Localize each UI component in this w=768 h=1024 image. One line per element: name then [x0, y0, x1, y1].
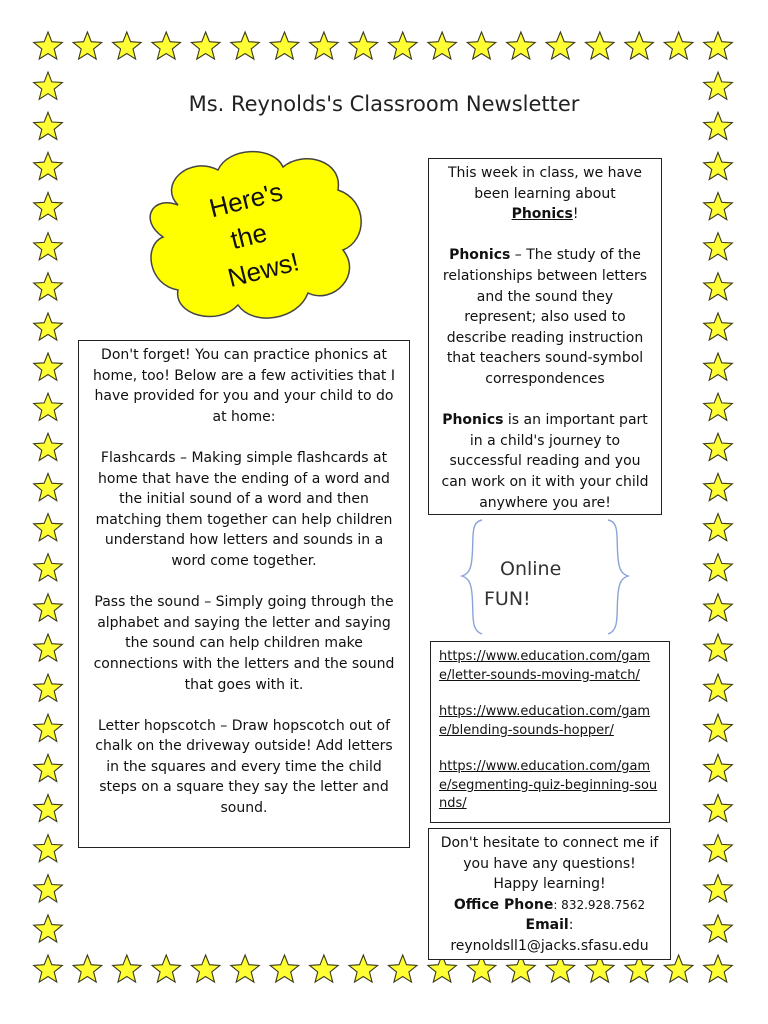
star-icon — [34, 554, 63, 581]
activities-intro: Don't forget! You can practice phonics at home, too! Below are a few activities that I have provided for you and your child to do at home: — [93, 347, 395, 425]
star-icon — [664, 32, 693, 59]
star-icon — [34, 313, 63, 340]
star-icon — [34, 233, 63, 260]
heres-the-news-cloud — [138, 145, 378, 335]
email-label-line — [435, 915, 664, 936]
email-colon: : — [568, 917, 574, 934]
star-icon — [704, 433, 733, 460]
star-icon — [704, 955, 733, 982]
star-icon — [34, 634, 63, 661]
phonics-box — [428, 158, 662, 515]
phonics-definition-term: Phonics — [449, 247, 511, 264]
fun-line: FUN! — [484, 588, 531, 610]
left-brace-icon — [462, 520, 482, 634]
links-box — [430, 641, 670, 823]
email-value[interactable]: reynoldsll1@jacks.sfasu.edu — [450, 937, 649, 954]
star-icon — [270, 32, 299, 59]
phonics-importance-text: is an important part in a child's journey to successful reading and you can work on it with your child anywhere you are! — [441, 412, 649, 511]
star-icon — [704, 674, 733, 701]
star-icon — [34, 273, 63, 300]
page-title: Ms. Reynolds's Classroom Newsletter — [188, 92, 580, 116]
activity-pass-the-sound: Pass the sound – Simply going through the alphabet and saying the letter and saying the sound can help children make connections with the letters and the sound that goes with it. — [93, 594, 395, 693]
online-line: Online — [500, 558, 562, 580]
star-icon — [34, 473, 63, 500]
phonics-intro-end: ! — [572, 206, 579, 223]
star-icon — [34, 594, 63, 621]
star-icon — [467, 32, 496, 59]
star-icon — [704, 514, 733, 541]
contact-signoff: Happy learning! — [493, 876, 606, 893]
star-icon — [231, 955, 259, 982]
star-icon — [34, 955, 63, 982]
star-icon — [388, 32, 417, 59]
star-icon — [34, 714, 63, 741]
star-icon — [34, 353, 63, 380]
star-icon — [34, 393, 63, 420]
star-icon — [310, 32, 339, 59]
star-icon — [704, 393, 733, 420]
star-icon — [704, 634, 733, 661]
star-icon — [34, 433, 63, 460]
activity-letter-hopscotch: Letter hopscotch – Draw hopscotch out of chalk on the driveway outside! Add letters in the squares and every time the child steps on a square they say the letter and sound. — [95, 717, 393, 817]
cloud-line-2: the — [227, 217, 270, 256]
star-icon — [34, 152, 63, 179]
star-icon — [704, 32, 733, 59]
star-icon — [586, 32, 615, 59]
star-icon — [349, 32, 378, 59]
star-icon — [113, 955, 142, 982]
contact-box — [428, 828, 671, 960]
phonics-definition — [439, 245, 651, 389]
office-phone-value: : 832.928.7562 — [553, 897, 646, 912]
online-fun-label — [484, 554, 561, 614]
star-icon — [704, 313, 733, 340]
star-icon — [270, 955, 299, 982]
phonics-intro-text: This week in class, we have been learning about — [447, 165, 643, 202]
star-icon — [704, 714, 733, 741]
star-icon — [34, 674, 63, 701]
office-phone — [435, 895, 664, 916]
phonics-intro — [439, 163, 651, 225]
office-phone-label: Office Phone — [453, 896, 554, 913]
link-blending-sounds-hopper[interactable]: https://www.education.com/game/blending-sounds-hopper/ — [439, 704, 651, 738]
right-brace-icon — [608, 520, 628, 634]
star-icon — [704, 152, 733, 179]
star-icon — [152, 955, 181, 982]
star-icon — [34, 835, 63, 862]
star-icon — [704, 112, 733, 139]
star-icon — [191, 955, 220, 982]
contact-message: Don't hesitate to connect me if you have any questions! — [440, 835, 659, 872]
link-segmenting-quiz[interactable]: https://www.education.com/game/segmenting-quiz-beginning-sounds/ — [439, 759, 658, 811]
phonics-definition-text: – The study of the relationships between letters and the sound they represent; also used to describe reading instruction that teachers sound-symbol correspondences — [442, 247, 648, 387]
star-icon — [73, 32, 102, 59]
star-icon — [704, 233, 733, 260]
star-icon — [310, 955, 339, 982]
star-icon — [704, 554, 733, 581]
star-icon — [704, 353, 733, 380]
star-icon — [34, 754, 63, 781]
star-icon — [704, 795, 733, 822]
star-icon — [191, 32, 220, 59]
star-icon — [704, 915, 733, 942]
star-icon — [625, 32, 654, 59]
activity-flashcards: Flashcards – Making simple flashcards at home that have the ending of a word and the initial sound of a word and then matching them together can help children understand how letters and sounds in a word come together. — [95, 449, 393, 569]
star-icon — [704, 473, 733, 500]
star-icon — [73, 955, 102, 982]
star-icon — [34, 514, 63, 541]
star-icon — [388, 955, 417, 982]
star-icon — [34, 915, 63, 942]
star-icon — [704, 594, 733, 621]
star-icon — [507, 32, 536, 59]
star-icon — [34, 32, 63, 59]
phonics-importance-term: Phonics — [442, 412, 504, 429]
star-icon — [152, 32, 181, 59]
star-icon — [704, 875, 733, 902]
star-icon — [704, 754, 733, 781]
star-icon — [231, 32, 259, 59]
link-letter-sounds-moving-match[interactable]: https://www.education.com/game/letter-sounds-moving-match/ — [439, 649, 651, 683]
star-icon — [34, 795, 63, 822]
star-icon — [34, 875, 63, 902]
cloud-line-3: News! — [224, 246, 302, 293]
star-icon — [704, 193, 733, 220]
activities-box — [78, 340, 410, 848]
phonics-intro-term: Phonics — [511, 206, 573, 223]
star-icon — [34, 112, 63, 139]
star-icon — [113, 32, 142, 59]
star-icon — [34, 193, 63, 220]
star-icon — [546, 32, 575, 59]
cloud-line-1: Here's — [206, 176, 286, 224]
star-icon — [704, 835, 733, 862]
star-icon — [704, 273, 733, 300]
phonics-importance — [439, 410, 651, 513]
email-label: Email — [525, 917, 569, 934]
star-icon — [428, 32, 457, 59]
star-icon — [349, 955, 378, 982]
